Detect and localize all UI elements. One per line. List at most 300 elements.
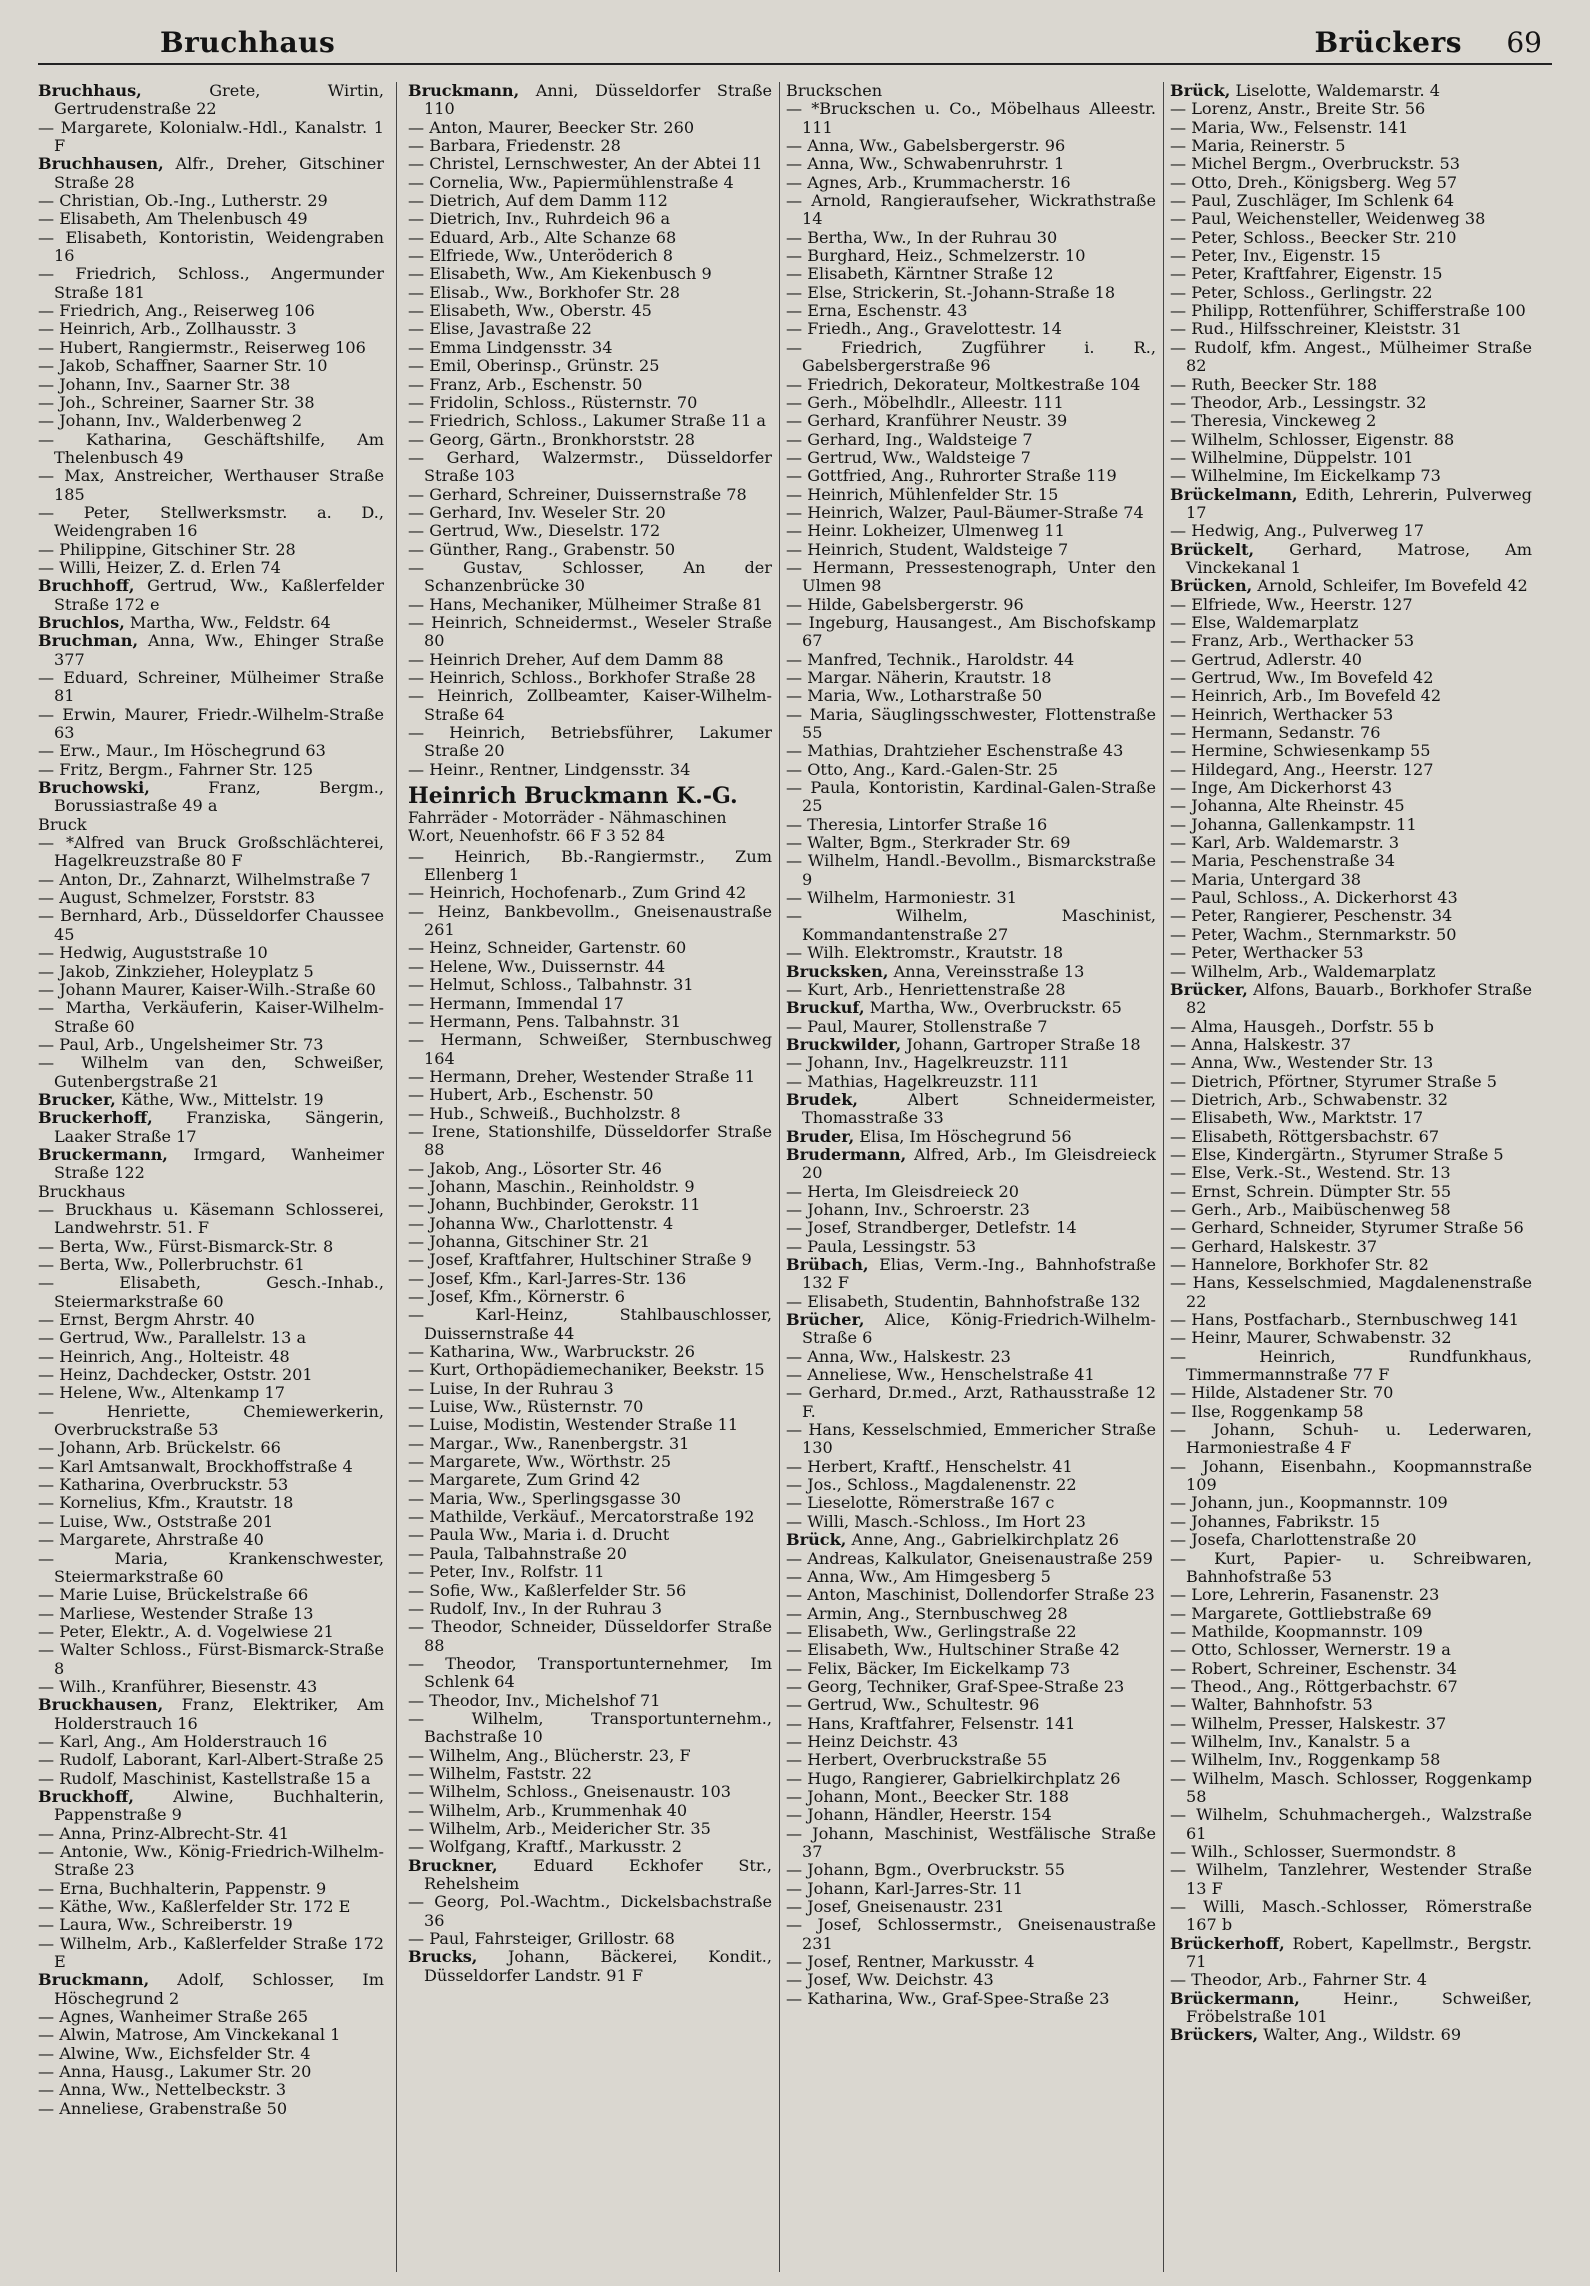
listing-entry: — Otto, Schlosser, Wernerstr. 19 a [1170,1640,1451,1660]
surname-entry [786,1531,1156,1549]
listing-entry: — Paula, Kontoristin, Kardinal-Galen-Straße 25 [786,778,1156,816]
listing-entry: — Peter, Schloss., Gerlingstr. 22 [1170,282,1433,302]
listing-entry: — Paul, Zuschläger, Im Schlenk 64 [1170,191,1455,211]
listing-entry: — Else, Waldemarplatz [1170,612,1359,632]
listing-entry: — Jos., Schloss., Magdalenenstr. 22 [786,1475,1077,1495]
listing-entry: — Heinrich, Rundfunkhaus, Timmermannstraße 77 F [1170,1346,1532,1385]
listing-entry: — Lorenz, Anstr., Breite Str. 56 [1170,99,1426,119]
advertisement-line: Fahrräder - Motorräder - Nähmaschinen [408,809,727,828]
surname: Brücher, [786,1310,865,1330]
entry-details: Adolf, Schlosser, Im Höschegrund 2 [54,1970,384,2008]
listing-entry: — Hermann, Pressestenograph, Unter den Ulmen 98 [786,557,1156,596]
listing-entry: — *Alfred van Bruck Großschlächterei, Hagelkreuzstraße 80 F [38,833,384,871]
listing-entry: — Margar., Ww., Ranenbergstr. 31 [408,1433,690,1453]
listing-entry: — Elfriede, Ww., Unteröderich 8 [408,246,673,266]
surname: Brückers, [1170,2025,1259,2045]
listing-entry: — Marie Luise, Brückelstraße 66 [38,1585,309,1605]
listing-entry: — Karl, Arb. Waldemarstr. 3 [1170,833,1400,853]
surname: Bruckuf, [786,998,865,1018]
listing-entry: — Wilhelm, Faststr. 22 [408,1763,593,1783]
listing-entry: — Johann, Eisenbahn., Koopmannstraße 109 [1170,1456,1532,1495]
surname: Brucksken, [786,961,889,981]
listing-entry: — Johann, Inv., Walderbenweg 2 [38,411,303,431]
surname-entry [38,614,384,632]
listing-entry: — Katharina, Ww., Warbruckstr. 26 [408,1342,695,1362]
listing-entry: — Kurt, Orthopädiemechaniker, Beekstr. 15 [408,1360,765,1380]
listing-entry: — Mathilde, Koopmannstr. 109 [1170,1621,1423,1641]
listing-entry: — Heinrich Dreher, Auf dem Damm 88 [408,649,724,669]
listing-entry: — Hedwig, Auguststraße 10 [38,943,268,963]
listing-entry: — Anna, Ww., Nettelbeckstr. 3 [38,2080,287,2100]
listing-entry: — Paul, Fahrsteiger, Grillostr. 68 [408,1929,675,1949]
listing-entry: — Else, Kindergärtn., Styrumer Straße 5 [1170,1144,1504,1164]
listing-entry: — Friedrich, Schloss., Lakumer Straße 11 a [408,411,766,431]
listing-entry: — Paula, Lessingstr. 53 [786,1236,977,1256]
listing-entry: — Heinr., Rentner, Lindgensstr. 34 [408,759,691,779]
surname: Bruckhausen, [38,1695,164,1715]
listing-entry: — Gerhard, Kranführer Neustr. 39 [786,411,1068,431]
listing-entry: — Erna, Eschenstr. 43 [786,301,968,321]
listing-entry: — Agnes, Wanheimer Straße 265 [38,2007,309,2027]
listing-entry: — Gerhard, Walzermstr., Düsseldorfer Straße 103 [408,447,772,486]
listing-entry: — Anna, Ww., Am Himgesberg 5 [786,1566,1051,1586]
listing-entry: — Luise, Ww., Rüsternstr. 70 [408,1397,644,1417]
listing-entry: — Rudolf, Laborant, Karl-Albert-Straße 25 [38,1750,384,1770]
listing-entry: — Johann, Mont., Beecker Str. 188 [786,1786,1069,1806]
listing-entry: — August, Schmelzer, Forststr. 83 [38,888,316,908]
listing-entry: — Herbert, Overbruckstraße 55 [786,1750,1048,1770]
business-name: Heinrich Bruckmann K.-G. [408,783,738,810]
entry-details: Albert Schneidermeister, Thomasstraße 33 [802,1089,1156,1128]
column-divider [1163,82,1164,2272]
listing-entry: — Helene, Ww., Duissernstr. 44 [408,956,666,976]
listing-entry: — Gertrud, Ww., Im Bovefeld 42 [1170,668,1434,687]
listing-entry: — Karl, Ang., Am Holderstrauch 16 [38,1731,328,1751]
listing-entry: — Friedrich, Zugführer i. R., Gabelsbergerstraße 96 [786,337,1156,376]
listing-entry: — Gerhard, Schneider, Styrumer Straße 56 [1170,1218,1524,1238]
listing-entry: — Anna, Ww., Halskestr. 23 [786,1346,1011,1366]
listing-entry: — Eduard, Schreiner, Mülheimer Straße 81 [38,668,384,706]
column-3 [786,82,1156,2274]
listing-entry: — Wilhelm, Ang., Blücherstr. 23, F [408,1745,691,1765]
listing-entry: — Andreas, Kalkulator, Gneisenaustraße 259 [786,1548,1153,1568]
listing-entry: — Antonie, Ww., König-Friedrich-Wilhelm-Straße 23 [38,1842,384,1880]
listing-entry: — Wilh. Elektromstr., Krautstr. 18 [786,943,1064,963]
entry-details: Anna, Vereinsstraße 13 [888,961,1085,981]
listing-entry: — Margarete, Kolonialw.-Hdl., Kanalstr. 1 F [38,117,384,156]
surname-entry [38,779,384,816]
listing-entry: — Josef, Kfm., Körnerstr. 6 [408,1287,626,1306]
listing-entry: — Walter, Bgm., Sterkrader Str. 69 [786,833,1071,853]
surname-entry [408,1948,772,1985]
listing-entry: — Rudolf, Maschinist, Kastellstraße 15 a [38,1768,371,1788]
listing-entry: — Wilhelm, Schlosser, Eigenstr. 88 [1170,429,1455,449]
listing-entry: — Gottfried, Ang., Ruhrorter Straße 119 [786,466,1117,486]
listing-entry: — Else, Strickerin, St.-Johann-Straße 18 [786,282,1116,302]
listing-entry: — Peter, Wachm., Sternmarkstr. 50 [1170,924,1457,944]
listing-entry: — Maria, Säuglingsschwester, Flottenstraße 55 [786,704,1156,743]
listing-entry: — Eduard, Arb., Alte Schanze 68 [408,227,677,247]
surname: Bruchhoff, [38,576,135,596]
listing-entry: — Anton, Dr., Zahnarzt, Wilhelmstraße 7 [38,869,371,889]
listing-entry: — Gertrud, Ww., Parallelstr. 13 a [38,1328,307,1348]
listing-entry: — Luise, Modistin, Westender Straße 11 [408,1415,739,1435]
surname: Bruchlos, [38,612,125,632]
listing-entry: — Emma Lindgensstr. 34 [408,337,613,357]
listing-entry: — Laura, Ww., Schreiberstr. 19 [38,1915,293,1935]
listing-entry: — Margarete, Ww., Wörthstr. 25 [408,1452,672,1472]
surname-entry [1170,2026,1532,2044]
listing-entry: — Georg, Techniker, Graf-Spee-Straße 23 [786,1676,1125,1696]
column-divider [396,82,397,2272]
listing-entry: — Erna, Buchhalterin, Pappenstr. 9 [38,1878,327,1898]
listing-entry: — Wilhelm, Arb., Waldemarplatz [1170,961,1436,981]
listing-entry: — Luise, In der Ruhrau 3 [408,1378,614,1398]
listing-entry: — Gerh., Möbelhdlr., Alleestr. 111 [786,392,1064,412]
listing-entry: — Gerhard, Dr.med., Arzt, Rathausstraße 12 F. [786,1383,1156,1421]
listing-entry: — Wilhelm, Arb., Kaßlerfelder Straße 172 E [38,1933,384,1972]
listing-entry: — Johanna, Gitschiner Str. 21 [408,1231,650,1251]
listing-entry: — Gerh., Arb., Maibüschenweg 58 [1170,1199,1451,1219]
listing-entry: — Anton, Maurer, Beecker Str. 260 [408,117,695,137]
listing-entry: — Jakob, Zinkzieher, Holeyplatz 5 [38,961,314,981]
entry-details: Robert, Kapellmstr., Bergstr. 71 [1186,1933,1532,1972]
listing-entry: — Peter, Rangierer, Peschenstr. 34 [1170,906,1453,926]
listing-entry: — Franz, Arb., Werthacker 53 [1170,631,1415,651]
listing-entry: — Fridolin, Schloss., Rüsternstr. 70 [408,392,698,412]
surname: Brucks, [408,1947,478,1967]
listing-entry: — Johann, jun., Koopmannstr. 109 [1170,1493,1448,1513]
listing-entry: — Wilhelm, Masch. Schlosser, Roggenkamp 58 [1170,1768,1532,1806]
listing-entry: — Herbert, Kraftf., Henschelstr. 41 [786,1456,1073,1476]
entry-details: Alfons, Bauarb., Borkhofer Straße 82 [1186,979,1532,1018]
listing-entry: — Bertha, Ww., In der Ruhrau 30 [786,227,1058,247]
listing-entry: — Josef, Rentner, Markusstr. 4 [786,1952,1035,1972]
advertisement-line: W.ort, Neuenhofstr. 66 F 3 52 84 [408,827,666,846]
listing-entry: — Johann, Maschin., Reinholdstr. 9 [408,1176,695,1196]
listing-entry: — Hugo, Rangierer, Gabrielkirchplatz 26 [786,1768,1121,1788]
listing-entry: — Bernhard, Arb., Düsseldorfer Chaussee 45 [38,906,384,944]
listing-entry: — Hermann, Schweißer, Sternbuschweg 164 [408,1030,772,1068]
listing-entry: — Georg, Pol.-Wachtm., Dickelsbachstraße 36 [408,1892,772,1930]
listing-entry: — Gerhard, Inv. Weseler Str. 20 [408,502,666,522]
listing-entry: — Peter, Elektr., A. d. Vogelwiese 21 [38,1621,334,1641]
listing-entry: — Paul, Weichensteller, Weidenweg 38 [1170,209,1486,229]
listing-entry: — Heinrich, Zollbeamter, Kaiser-Wilhelm-Straße 64 [408,686,772,724]
listing-entry: — Heinrich, Hochofenarb., Zum Grind 42 [408,883,747,903]
listing-entry: — Wilhelmine, Im Eickelkamp 73 [1170,466,1441,486]
listing-entry: — Arnold, Rangieraufseher, Wickrathstraße 14 [786,191,1156,229]
listing-entry: — Theodor, Inv., Michelshof 71 [408,1690,661,1710]
surname-heading: Bruckhaus [38,1181,126,1201]
entry-details: Martha, Ww., Overbruckstr. 65 [864,998,1122,1018]
listing-entry: — Gertrud, Adlerstr. 40 [1170,649,1362,669]
surname: Brückermann, [1170,1988,1300,2008]
listing-entry: — Peter, Inv., Rolfstr. 11 [408,1562,605,1582]
listing-entry: — Heinrich, Arb., Im Bovefeld 42 [1170,686,1442,706]
listing-entry: — Hermann, Sedanstr. 76 [1170,723,1381,743]
listing-entry: — Hans, Mechaniker, Mülheimer Straße 81 [408,594,763,614]
listing-entry: — Hubert, Arb., Eschenstr. 50 [408,1085,654,1105]
listing-entry: — Elisabeth, Ww., Marktstr. 17 [1170,1108,1424,1128]
listing-entry: — Felix, Bäcker, Im Eickelkamp 73 [786,1658,1071,1678]
surname-entry [786,1146,1156,1183]
surname-entry [38,1788,384,1825]
listing-entry: — Hans, Kesselschmied, Emmericher Straße 130 [786,1420,1156,1458]
listing-entry: — Anton, Maschinist, Dollendorfer Straße 23 [786,1585,1155,1605]
listing-entry: — Elisabeth, Am Thelenbusch 49 [38,209,308,229]
listing-entry: — Peter, Werthacker 53 [1170,943,1364,963]
listing-entry: — Anna, Ww., Schwabenruhrstr. 1 [786,154,1065,174]
entry-details: Käthe, Ww., Mittelstr. 19 [115,1089,324,1109]
surname-entry [786,999,1156,1017]
listing-entry: — Theresia, Lintorfer Straße 16 [786,814,1048,834]
listing-entry: — Peter, Kraftfahrer, Eigenstr. 15 [1170,264,1443,284]
listing-entry: — Lieselotte, Römerstraße 167 c [786,1493,1055,1513]
listing-entry: — Josef, Strandberger, Detlefstr. 14 [786,1218,1077,1238]
listing-entry: — Johann, Händler, Heerstr. 154 [786,1805,1052,1825]
surname-entry [786,1128,1156,1146]
listing-entry: — Maria, Krankenschwester, Steiermarkstraße 60 [38,1548,384,1586]
listing-entry: — Hans, Postfacharb., Sternbuschweg 141 [1170,1310,1519,1330]
entry-details: Irmgard, Wanheimer Straße 122 [54,1144,384,1183]
header-rule [38,63,1552,65]
listing-entry: — Johann, Inv., Hagelkreuzstr. 111 [786,1053,1070,1073]
entry-details: Heinr., Schweißer, Fröbelstraße 101 [1186,1988,1532,2027]
listing-entry: — Heinz, Schneider, Gartenstr. 60 [408,938,687,958]
surname-heading: Bruck [38,814,87,834]
listing-entry: — Margarete, Zum Grind 42 [408,1470,641,1490]
listing-entry: — Lore, Lehrerin, Fasanenstr. 23 [1170,1585,1440,1605]
listing-entry: — Martha, Verkäuferin, Kaiser-Wilhelm-Straße 60 [38,998,384,1036]
listing-entry: — Otto, Dreh., Königsberg. Weg 57 [1170,172,1458,192]
listing-entry: — Heinz, Bankbevollm., Gneisenaustraße 261 [408,901,772,940]
listing-entry: — Elisabeth, Studentin, Bahnhofstraße 132 [786,1291,1141,1311]
listing-entry: — Friedrich, Schloss., Angermunder Straße 181 [38,264,384,302]
surname: Brudek, [786,1089,859,1109]
listing-entry: — Heinrich, Mühlenfelder Str. 15 [786,484,1059,504]
listing-entry: — Heinr, Maurer, Schwabenstr. 32 [1170,1328,1452,1348]
listing-entry: — Peter, Stellwerksmstr. a. D., Weidengraben 16 [38,502,384,541]
entry-details: Gertrud, Ww., Kaßlerfelder Straße 172 e [54,576,384,614]
listing-entry: — Anna, Ww., Westender Str. 13 [1170,1053,1434,1073]
listing-entry: — Gerhard, Ing., Waldsteige 7 [786,429,1033,449]
surname-entry [38,1146,384,1183]
surname: Bruchman, [38,631,139,651]
listing-entry: — Erwin, Maurer, Friedr.-Wilhelm-Straße 63 [38,704,384,743]
listing-entry: — Wilhelm, Transportunternehm., Bachstraße 10 [408,1708,772,1747]
listing-entry: — Franz, Arb., Eschenstr. 50 [408,374,643,394]
surname-entry [38,1109,384,1146]
listing-entry: — Johanna, Gallenkampstr. 11 [1170,814,1417,834]
surname: Brücker, [1170,979,1248,999]
surname-entry [38,82,384,119]
listing-entry: — Paula Ww., Maria i. d. Drucht [408,1525,670,1545]
listing-entry: — Else, Verk.-St., Westend. Str. 13 [1170,1163,1451,1183]
listing-entry: — Elise, Javastraße 22 [408,319,592,339]
listing-entry: — Marliese, Westender Straße 13 [38,1603,314,1623]
listing-entry: — Philipp, Rottenführer, Schifferstraße 100 [1170,301,1526,321]
listing-entry: — Willi, Masch.-Schlosser, Römerstraße 167 b [1170,1897,1532,1935]
listing-entry: — Heinrich, Ang., Holteistr. 48 [38,1346,290,1366]
listing-entry: — Peter, Inv., Eigenstr. 15 [1170,246,1381,266]
listing-entry: — Kurt, Arb., Henriettenstraße 28 [786,979,1066,999]
listing-entry: — Katharina, Ww., Graf-Spee-Straße 23 [786,1988,1110,2008]
surname: Brückelmann, [1170,484,1298,504]
listing-entry: — Sofie, Ww., Kaßlerfelder Str. 56 [408,1580,687,1600]
listing-entry: — Hedwig, Ang., Pulverweg 17 [1170,521,1425,541]
entry-details: Johann, Gartroper Straße 18 [901,1034,1141,1054]
listing-entry: — Jakob, Schaffner, Saarner Str. 10 [38,356,328,376]
listing-entry: — Ruth, Beecker Str. 188 [1170,374,1378,394]
listing-entry: — Theodor, Transportunternehmer, Im Schlenk 64 [408,1653,772,1692]
surname: Brucker, [38,1089,116,1109]
listing-entry: — Theresia, Vinckeweg 2 [1170,411,1377,431]
listing-entry: — Willi, Masch.-Schloss., Im Hort 23 [786,1511,1086,1531]
surname: Bruchhausen, [38,154,164,174]
listing-entry: — Hannelore, Borkhofer Str. 82 [1170,1255,1429,1274]
listing-entry: — Johann, Buchbinder, Gerokstr. 11 [408,1195,701,1215]
listing-entry: — Dietrich, Auf dem Damm 112 [408,191,668,211]
listing-entry: — Hans, Kraftfahrer, Felsenstr. 141 [786,1713,1076,1733]
listing-entry: — Wilh., Schlosser, Suermondstr. 8 [1170,1842,1457,1861]
listing-entry: — Christian, Ob.-Ing., Lutherstr. 29 [38,191,328,211]
listing-entry: — Walter, Bahnhofstr. 53 [1170,1695,1373,1715]
listing-entry: — Wilhelm van den, Schweißer, Gutenbergstraße 21 [38,1053,384,1091]
listing-entry: — Mathilde, Verkäuf., Mercatorstraße 192 [408,1507,755,1527]
entry-details: Liselotte, Waldemarstr. 4 [1230,82,1440,100]
listing-entry: — Burghard, Heiz., Schmelzerstr. 10 [786,246,1086,266]
listing-entry: — Elisab., Ww., Borkhofer Str. 28 [408,282,680,302]
surname-entry [38,155,384,192]
column-1 [38,82,384,2274]
surname-entry [38,577,384,614]
listing-entry: — Berta, Ww., Pollerbruchstr. 61 [38,1255,305,1274]
listing-entry: — Max, Anstreicher, Werthauser Straße 185 [38,466,384,504]
listing-entry: — Gertrud, Ww., Waldsteige 7 [786,447,1031,467]
listing-entry: — Jakob, Ang., Lösorter Str. 46 [408,1158,662,1178]
entry-details: Edith, Lehrerin, Pulverweg 17 [1186,484,1532,522]
listing-entry: — Hildegard, Ang., Heerstr. 127 [1170,759,1434,779]
listing-entry: — Heinz, Dachdecker, Oststr. 201 [38,1365,313,1385]
surname-entry [38,1091,384,1109]
listing-entry: — Heinrich, Schneidermst., Weseler Straße 80 [408,612,772,651]
listing-entry: — Elisabeth, Ww., Gerlingstraße 22 [786,1621,1077,1641]
surname-entry [1170,541,1532,578]
listing-entry: — Maria, Ww., Sperlingsgasse 30 [408,1488,682,1508]
listing-entry: — Elisabeth, Ww., Oberstr. 45 [408,301,652,321]
listing-entry: — Wilhelmine, Düppelstr. 101 [1170,447,1414,467]
entry-details: Alfred, Arb., Im Gleisdreieck 20 [802,1144,1156,1183]
listing-entry: — Wilh., Kranführer, Biesenstr. 43 [38,1676,318,1696]
listing-entry: — Dietrich, Pförtner, Styrumer Straße 5 [1170,1071,1498,1091]
listing-entry: — Anna, Hausg., Lakumer Str. 20 [38,2062,312,2082]
listing-entry: — Michel Bergm., Overbruckstr. 53 [1170,154,1460,174]
surname-entry [1170,1990,1532,2027]
listing-entry: — Wilhelm, Arb., Meidericher Str. 35 [408,1818,711,1838]
listing-entry: — Christel, Lernschwester, An der Abtei 11 [408,154,763,174]
surname-entry [786,1036,1156,1054]
listing-entry: — Elisabeth, Kärntner Straße 12 [786,264,1054,284]
listing-entry: — Josef, Kraftfahrer, Hultschiner Straße 9 [408,1250,752,1270]
entry-details: Alice, König-Friedrich-Wilhelm-Straße 6 [802,1310,1156,1348]
header-last-entry: Brückers [1314,26,1462,59]
surname: Bruckerhoff, [38,1108,153,1128]
surname: Bruckhoff, [38,1786,134,1806]
listing-entry: — Rudolf, Inv., In der Ruhrau 3 [408,1598,663,1618]
listing-entry: — Paul, Maurer, Stollenstraße 7 [786,1016,1048,1036]
listing-entry: — Maria, Untergard 38 [1170,869,1362,889]
surname-entry [38,632,384,669]
surname: Bruckmann, [408,82,520,100]
listing-entry: — Elfriede, Ww., Heerstr. 127 [1170,594,1413,614]
entry-details: Anne, Ang., Gabrielkirchplatz 26 [846,1530,1120,1550]
listing-entry: — Katharina, Geschäftshilfe, Am Thelenbusch 49 [38,429,384,467]
listing-entry: — Heinrich, Schloss., Borkhofer Straße 28 [408,668,756,687]
surname-entry [1170,82,1532,100]
listing-entry: — Heinrich, Student, Waldsteige 7 [786,539,1069,559]
listing-entry: — Hilde, Gabelsbergerstr. 96 [786,594,1024,614]
surname: Bruckwilder, [786,1034,902,1054]
listing-entry: — Elisabeth, Kontoristin, Weidengraben 16 [38,227,384,266]
listing-entry: — Gerhard, Schreiner, Duissernstraße 78 [408,484,747,504]
listing-entry: — Heinrich, Betriebsführer, Lakumer Straße 20 [408,723,772,761]
listing-entry: — Armin, Ang., Sternbuschweg 28 [786,1603,1068,1623]
entry-details: Franz, Bergm., Borussiastraße 49 a [54,778,384,816]
running-header [40,18,1552,62]
listing-entry: — Elisabeth, Ww., Am Kiekenbusch 9 [408,264,712,284]
listing-entry: — Otto, Ang., Kard.-Galen-Str. 25 [786,759,1059,779]
listing-entry: — Paul, Arb., Ungelsheimer Str. 73 [38,1034,324,1054]
listing-entry: — Anna, Ww., Gabelsbergerstr. 96 [786,136,1066,156]
listing-entry: — Fritz, Bergm., Fahrner Str. 125 [38,759,314,779]
listing-entry: — Johann, Inv., Schroerstr. 23 [786,1199,1030,1219]
listing-entry: — Georg, Gärtn., Bronkhorststr. 28 [408,429,695,449]
listing-entry: — Gustav, Schlosser, An der Schanzenbrücke 30 [408,557,772,596]
listing-entry: — Bruckhaus u. Käsemann Schlosserei, Landwehrstr. 51. F [38,1199,384,1238]
listing-entry: — Elisabeth, Röttgersbachstr. 67 [1170,1126,1440,1146]
listing-entry: — Wilhelm, Inv., Roggenkamp 58 [1170,1750,1441,1770]
listing-entry: — Hermann, Dreher, Westender Straße 11 [408,1066,756,1086]
listing-entry: — Ernst, Bergm Ahrstr. 40 [38,1310,255,1330]
listing-entry: — Johann Maurer, Kaiser-Wilh.-Straße 60 [38,979,376,999]
listing-entry: — Maria, Peschenstraße 34 [1170,851,1395,871]
listing-entry: — Karl Amtsanwalt, Brockhoffstraße 4 [38,1456,353,1476]
surname-entry [408,82,772,119]
surname: Brück, [1170,82,1231,100]
listing-entry: — Johann, Schuh- u. Lederwaren, Harmoniestraße 4 F [1170,1420,1532,1458]
entry-details: Anna, Ww., Ehinger Straße 377 [54,631,384,669]
entry-details: Martha, Ww., Feldstr. 64 [124,612,331,632]
listing-entry: — Maria, Ww., Felsenstr. 141 [1170,117,1409,137]
listing-entry: — Paula, Talbahnstraße 20 [408,1543,627,1563]
surname-entry [786,963,1156,981]
listing-entry: — Barbara, Friedenstr. 28 [408,136,621,156]
listing-entry: — Theodor, Arb., Fahrner Str. 4 [1170,1970,1427,1990]
entry-details: Franziska, Sängerin, Laaker Straße 17 [54,1108,384,1146]
listing-entry: — Wilhelm, Tanzlehrer, Westender Straße 13 F [1170,1860,1532,1898]
entry-details: Elias, Verm.-Ing., Bahnhofstraße 132 F [802,1255,1156,1293]
surname: Bruchhaus, [38,82,142,100]
listing-entry: — Ernst, Schrein. Dümpter Str. 55 [1170,1181,1452,1201]
listing-entry: — Ingeburg, Hausangest., Am Bischofskamp 67 [786,612,1156,651]
listing-entry: — Walter Schloss., Fürst-Bismarck-Straße 8 [38,1640,384,1678]
listing-entry: — Johann, Inv., Saarner Str. 38 [38,374,291,394]
listing-entry: — Alwin, Matrose, Am Vinckekanal 1 [38,2025,341,2045]
surname-entry [1170,981,1532,1018]
listing-entry: — Margarete, Gottliebstraße 69 [1170,1603,1432,1623]
surname: Bruder, [786,1126,855,1146]
